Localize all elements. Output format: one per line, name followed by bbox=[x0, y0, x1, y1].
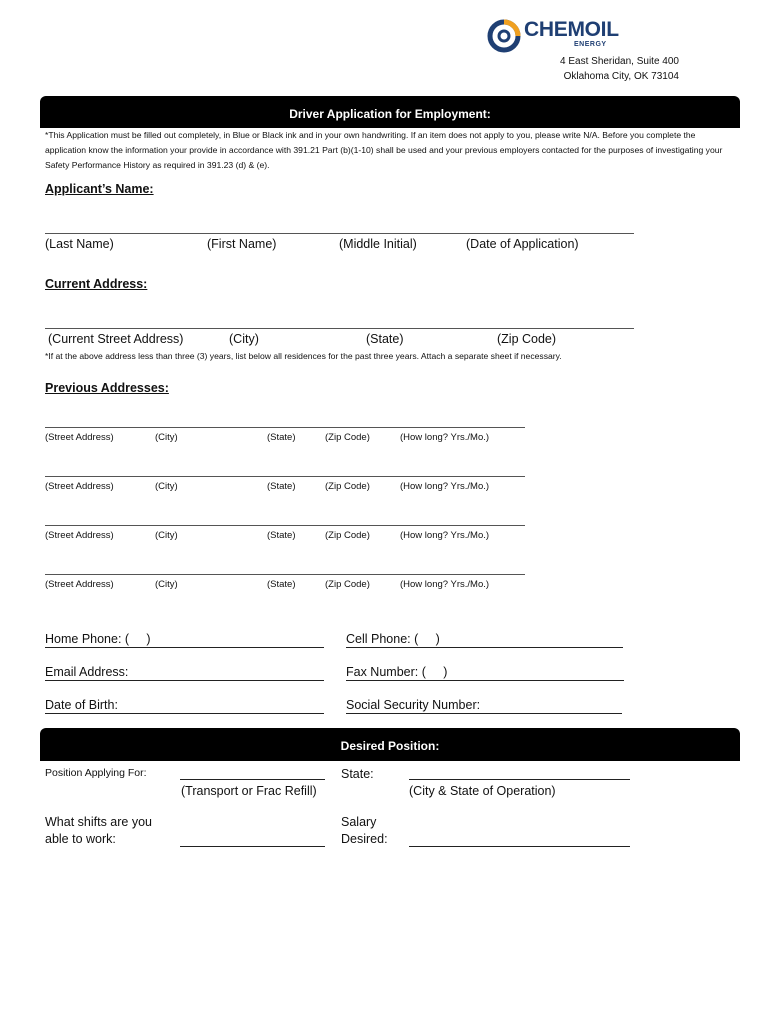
shifts-field[interactable] bbox=[180, 846, 325, 847]
prev-state-label: (State) bbox=[267, 530, 296, 541]
prev-street-label: (Street Address) bbox=[45, 579, 114, 590]
prev-duration-label: (How long? Yrs./Mo.) bbox=[400, 481, 490, 492]
prev-zip-label: (Zip Code) bbox=[325, 530, 370, 541]
prev-city-label: (City) bbox=[155, 432, 178, 443]
prev-zip-label: (Zip Code) bbox=[325, 432, 370, 443]
current-address-field[interactable] bbox=[45, 328, 634, 329]
previous-address-field[interactable] bbox=[45, 476, 525, 477]
prev-street-label: (Street Address) bbox=[45, 432, 114, 443]
prev-street-label: (Street Address) bbox=[45, 530, 114, 541]
applicant-name-heading: Applicant’s Name: bbox=[45, 182, 154, 196]
company-address-line2: Oklahoma City, OK 73104 bbox=[563, 71, 679, 82]
cell-phone-label: Cell Phone: ( ) bbox=[346, 632, 440, 646]
previous-address-field[interactable] bbox=[45, 574, 525, 575]
previous-addresses-heading: Previous Addresses: bbox=[45, 381, 169, 395]
company-address-line1: 4 East Sheridan, Suite 400 bbox=[560, 56, 679, 67]
logo-wordmark: CHEMOIL bbox=[524, 18, 619, 41]
shifts-label-line2: able to work: bbox=[45, 832, 116, 846]
ssn-label: Social Security Number: bbox=[346, 698, 481, 712]
prev-street-label: (Street Address) bbox=[45, 481, 114, 492]
ssn-field[interactable] bbox=[346, 698, 622, 714]
current-zip-label: (Zip Code) bbox=[497, 332, 557, 346]
state-hint: (City & State of Operation) bbox=[409, 784, 556, 798]
dob-field[interactable] bbox=[45, 698, 324, 714]
instructions-text: *This Application must be filled out completely, in Blue or Black ink and in your own handwriting. If an item does not apply to you, please write N/A. Before you complete the application know the information your provide in accordance with 391.21 Part (b)(1-10) shall be used and your previous employers contacted for the purposes of investigating your Safety Performance History as required in 391.23 (d) & (e). bbox=[45, 130, 723, 170]
salary-label-line1: Salary bbox=[341, 815, 377, 829]
dob-label: Date of Birth: bbox=[45, 698, 118, 712]
applicant-name-field[interactable] bbox=[45, 233, 634, 234]
cell-phone-field[interactable] bbox=[346, 632, 623, 648]
current-street-label: (Current Street Address) bbox=[48, 332, 184, 346]
previous-address-field[interactable] bbox=[45, 525, 525, 526]
logo-subtitle: ENERGY bbox=[574, 41, 607, 48]
middle-initial-label: (Middle Initial) bbox=[339, 237, 417, 251]
previous-address-field[interactable] bbox=[45, 427, 525, 428]
form-title-bar: Driver Application for Employment: bbox=[40, 96, 740, 128]
first-name-label: (First Name) bbox=[207, 237, 277, 251]
state-label: State: bbox=[341, 767, 374, 781]
prev-city-label: (City) bbox=[155, 579, 178, 590]
prev-duration-label: (How long? Yrs./Mo.) bbox=[400, 432, 490, 443]
last-name-label: (Last Name) bbox=[45, 237, 114, 251]
email-label: Email Address: bbox=[45, 665, 129, 679]
position-field[interactable] bbox=[180, 779, 325, 780]
current-city-label: (City) bbox=[229, 332, 259, 346]
prev-zip-label: (Zip Code) bbox=[325, 481, 370, 492]
email-field[interactable] bbox=[45, 665, 324, 681]
prev-city-label: (City) bbox=[155, 481, 178, 492]
prev-state-label: (State) bbox=[267, 579, 296, 590]
salary-label-line2: Desired: bbox=[341, 832, 388, 846]
prev-city-label: (City) bbox=[155, 530, 178, 541]
home-phone-field[interactable] bbox=[45, 632, 324, 648]
desired-position-bar: Desired Position: bbox=[40, 728, 740, 761]
prev-state-label: (State) bbox=[267, 432, 296, 443]
shifts-label-line1: What shifts are you bbox=[45, 815, 152, 829]
position-hint: (Transport or Frac Refill) bbox=[181, 784, 317, 798]
prev-zip-label: (Zip Code) bbox=[325, 579, 370, 590]
salary-field[interactable] bbox=[409, 846, 630, 847]
application-date-label: (Date of Application) bbox=[466, 237, 579, 251]
position-applying-label: Position Applying For: bbox=[45, 767, 147, 779]
home-phone-label: Home Phone: ( ) bbox=[45, 632, 151, 646]
prev-state-label: (State) bbox=[267, 481, 296, 492]
prev-duration-label: (How long? Yrs./Mo.) bbox=[400, 579, 490, 590]
current-address-heading: Current Address: bbox=[45, 277, 148, 291]
current-state-label: (State) bbox=[366, 332, 404, 346]
fax-field[interactable] bbox=[346, 665, 624, 681]
fax-label: Fax Number: ( ) bbox=[346, 665, 448, 679]
state-field[interactable] bbox=[409, 779, 630, 780]
residence-note: *If at the above address less than three (3) years, list below all residences for the past three years. Attach a separate sheet if necessary. bbox=[45, 351, 562, 361]
prev-duration-label: (How long? Yrs./Mo.) bbox=[400, 530, 490, 541]
